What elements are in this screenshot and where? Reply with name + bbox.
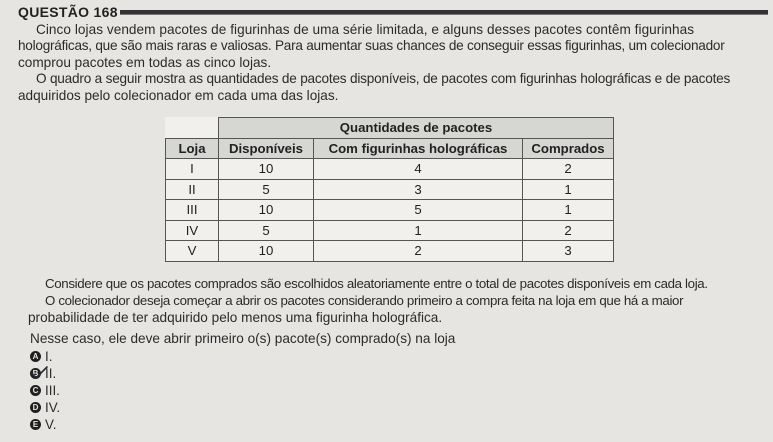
- text-line-5: adquiridos pelo colecionador em cada uma das lojas.: [18, 88, 339, 103]
- text-line-1: Cinco lojas vendem pacotes de figurinhas de uma série limitada, e alguns desses pacotes contêm figurinhas: [36, 22, 695, 37]
- option-text: IV.: [45, 400, 61, 415]
- handwritten-check-mark-icon: [30, 366, 48, 380]
- option-letter-badge: A: [30, 351, 41, 362]
- cell-disponiveis: 10: [219, 159, 314, 180]
- option-e[interactable]: [30, 416, 60, 433]
- option-text: II.: [45, 366, 57, 381]
- cell-disponiveis: 10: [219, 241, 314, 262]
- column-header-holograficas: Com figurinhas holográficas: [314, 138, 523, 159]
- table-row: [166, 220, 614, 241]
- column-header-disponiveis: Disponíveis: [219, 138, 314, 159]
- text-line-6: Considere que os pacotes comprados são escolhidos aleatoriamente entre o total de pacotes disponíveis em cada loja.: [45, 276, 708, 291]
- cell-holograficas: 2: [314, 241, 523, 262]
- cell-disponiveis: 5: [219, 179, 314, 200]
- cell-disponiveis: 5: [219, 220, 314, 241]
- header-rule: [120, 10, 768, 15]
- cell-comprados: 1: [523, 200, 614, 221]
- answer-options: [30, 348, 60, 433]
- cell-holograficas: 3: [314, 179, 523, 200]
- cell-comprados: 2: [523, 220, 614, 241]
- cell-loja: IV: [166, 220, 219, 241]
- option-d[interactable]: [30, 399, 60, 416]
- table-group-header: Quantidades de pacotes: [219, 118, 614, 139]
- column-header-comprados: Comprados: [523, 138, 614, 159]
- question-title: QUESTÃO 168: [18, 4, 118, 20]
- cell-loja: II: [166, 179, 219, 200]
- cell-loja: I: [166, 159, 219, 180]
- cell-loja: V: [166, 241, 219, 262]
- option-letter-badge: B: [30, 368, 41, 379]
- cell-comprados: 2: [523, 159, 614, 180]
- cell-holograficas: 4: [314, 159, 523, 180]
- text-line-9: Nesse caso, ele deve abrir primeiro o(s) pacote(s) comprado(s) na loja: [30, 331, 456, 346]
- option-letter-badge: C: [30, 385, 41, 396]
- packets-table: [165, 117, 614, 262]
- question-header: [18, 4, 768, 20]
- option-text: I.: [45, 349, 53, 364]
- table-corner: [166, 118, 219, 139]
- table-row: [166, 159, 614, 180]
- option-text: V.: [45, 417, 57, 432]
- cell-disponiveis: 10: [219, 200, 314, 221]
- text-line-2: holográficas, que são mais raras e valiosas. Para aumentar suas chances de conseguir essas figurinhas, um colecionador: [18, 38, 725, 53]
- option-letter-badge: D: [30, 402, 41, 413]
- table-row: [166, 179, 614, 200]
- cell-loja: III: [166, 200, 219, 221]
- table-row: [166, 200, 614, 221]
- text-line-3: comprou pacotes em todas as cinco lojas.: [18, 55, 272, 70]
- text-line-7: O colecionador deseja começar a abrir os pacotes considerando primeiro a compra feita na loja em que há a maior: [45, 293, 684, 308]
- text-line-4: O quadro a seguir mostra as quantidades de pacotes disponíveis, de pacotes com figurinhas holográficas e de pacotes: [36, 71, 731, 86]
- option-c[interactable]: [30, 382, 60, 399]
- text-line-8: probabilidade de ter adquirido pelo menos uma figurinha holográfica.: [28, 310, 443, 325]
- cell-comprados: 3: [523, 241, 614, 262]
- table-row: [166, 241, 614, 262]
- option-letter-badge: E: [30, 419, 41, 430]
- option-a[interactable]: [30, 348, 60, 365]
- option-text: III.: [45, 383, 60, 398]
- cell-comprados: 1: [523, 179, 614, 200]
- cell-holograficas: 1: [314, 220, 523, 241]
- column-header-loja: Loja: [166, 138, 219, 159]
- cell-holograficas: 5: [314, 200, 523, 221]
